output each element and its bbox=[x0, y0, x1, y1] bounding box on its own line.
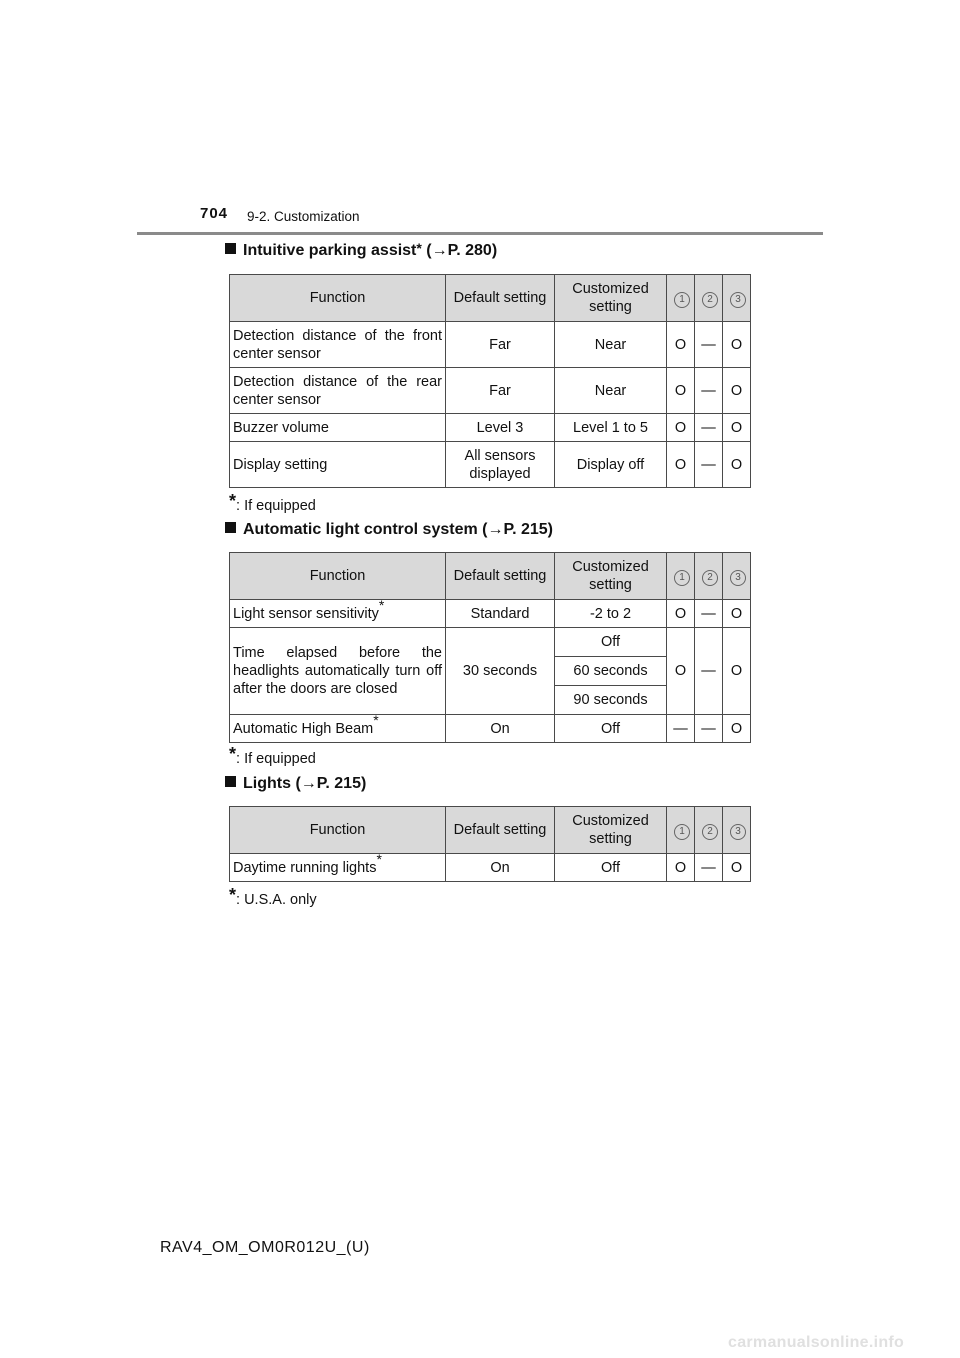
function-cell: Detection distance of the rear center sensor bbox=[230, 368, 446, 414]
bullet-square-icon bbox=[225, 776, 236, 787]
function-cell: Display setting bbox=[230, 442, 446, 488]
col3-cell: O bbox=[723, 854, 751, 882]
circled-2-icon: 2 bbox=[702, 292, 718, 308]
section-heading-lights bbox=[225, 775, 366, 793]
col2-cell: — bbox=[695, 414, 723, 442]
default-cell: Standard bbox=[446, 600, 555, 628]
circled-2-icon: 2 bbox=[702, 824, 718, 840]
default-cell: Far bbox=[446, 322, 555, 368]
col3-cell: O bbox=[723, 442, 751, 488]
col-header-3 bbox=[723, 553, 751, 600]
col-header-3 bbox=[723, 275, 751, 322]
col3-cell: O bbox=[723, 322, 751, 368]
default-cell: 30 seconds bbox=[446, 628, 555, 715]
page-reference-link[interactable]: (→P. 280) bbox=[426, 242, 498, 259]
page-reference-link[interactable]: (→P. 215) bbox=[482, 521, 554, 538]
col-header-customized: Customized setting bbox=[555, 553, 667, 600]
customized-cell: Near bbox=[555, 322, 667, 368]
col-header-function: Function bbox=[230, 275, 446, 322]
function-cell: Daytime running lights* bbox=[230, 854, 446, 882]
col-header-customized: Customized setting bbox=[555, 275, 667, 322]
page-reference-link[interactable]: (→P. 215) bbox=[295, 775, 367, 792]
col-header-customized: Customized setting bbox=[555, 807, 667, 854]
customized-cell: Level 1 to 5 bbox=[555, 414, 667, 442]
col2-cell: — bbox=[695, 715, 723, 743]
col1-cell: O bbox=[667, 322, 695, 368]
circled-3-icon: 3 bbox=[730, 292, 746, 308]
table-row bbox=[230, 600, 751, 628]
document-code: RAV4_OM_OM0R012U_(U) bbox=[160, 1239, 370, 1256]
section-title: 9-2. Customization bbox=[247, 209, 360, 224]
default-cell: All sensors displayed bbox=[446, 442, 555, 488]
light-control-table bbox=[229, 552, 751, 743]
table-row bbox=[230, 414, 751, 442]
col2-cell: — bbox=[695, 322, 723, 368]
col-header-default: Default setting bbox=[446, 275, 555, 322]
bullet-square-icon bbox=[225, 522, 236, 533]
circled-2-icon: 2 bbox=[702, 570, 718, 586]
customized-cell: -2 to 2 bbox=[555, 600, 667, 628]
table-row bbox=[230, 442, 751, 488]
table-row bbox=[230, 368, 751, 414]
col-header-2 bbox=[695, 275, 723, 322]
footnote: *: If equipped bbox=[229, 744, 316, 767]
col3-cell: O bbox=[723, 715, 751, 743]
table-header-row bbox=[230, 553, 751, 600]
customized-option-cell: 90 seconds bbox=[555, 686, 667, 715]
heading-text: Lights bbox=[243, 775, 291, 792]
page-number: 704 bbox=[200, 205, 229, 222]
customized-cell: Off bbox=[555, 854, 667, 882]
col1-cell: O bbox=[667, 442, 695, 488]
col-header-1 bbox=[667, 807, 695, 854]
col3-cell: O bbox=[723, 414, 751, 442]
circled-1-icon: 1 bbox=[674, 824, 690, 840]
col-header-2 bbox=[695, 807, 723, 854]
asterisk-mark: * bbox=[373, 711, 379, 728]
col1-cell: O bbox=[667, 628, 695, 715]
table-row bbox=[230, 628, 751, 657]
circled-3-icon: 3 bbox=[730, 824, 746, 840]
table-header-row bbox=[230, 275, 751, 322]
table-header-row bbox=[230, 807, 751, 854]
col-header-1 bbox=[667, 275, 695, 322]
function-cell: Light sensor sensitivity* bbox=[230, 600, 446, 628]
col2-cell: — bbox=[695, 854, 723, 882]
col1-cell: — bbox=[667, 715, 695, 743]
col1-cell: O bbox=[667, 854, 695, 882]
default-cell: Far bbox=[446, 368, 555, 414]
section-heading-parking-assist: Intuitive parking assist * (→P. 280) bbox=[225, 242, 497, 260]
col-header-function: Function bbox=[230, 553, 446, 600]
col-header-2 bbox=[695, 553, 723, 600]
footnote: *: If equipped bbox=[229, 491, 316, 514]
col2-cell: — bbox=[695, 368, 723, 414]
circled-1-icon: 1 bbox=[674, 292, 690, 308]
col-header-function: Function bbox=[230, 807, 446, 854]
col2-cell: — bbox=[695, 628, 723, 715]
heading-text: Automatic light control system bbox=[243, 521, 478, 538]
customized-cell: Off bbox=[555, 715, 667, 743]
header-divider bbox=[137, 232, 823, 235]
col-header-1 bbox=[667, 553, 695, 600]
col3-cell: O bbox=[723, 600, 751, 628]
default-cell: Level 3 bbox=[446, 414, 555, 442]
parking-assist-table bbox=[229, 274, 751, 488]
section-heading-light-control bbox=[225, 521, 553, 539]
function-cell: Buzzer volume bbox=[230, 414, 446, 442]
footnote: *: U.S.A. only bbox=[229, 885, 317, 908]
table-row bbox=[230, 854, 751, 882]
col2-cell: — bbox=[695, 600, 723, 628]
col1-cell: O bbox=[667, 368, 695, 414]
col1-cell: O bbox=[667, 414, 695, 442]
col-header-3 bbox=[723, 807, 751, 854]
function-cell: Time elapsed before the headlights automatically turn off after the doors are closed bbox=[230, 628, 446, 715]
default-cell: On bbox=[446, 854, 555, 882]
customized-cell: Near bbox=[555, 368, 667, 414]
circled-3-icon: 3 bbox=[730, 570, 746, 586]
col-header-default: Default setting bbox=[446, 807, 555, 854]
col1-cell: O bbox=[667, 600, 695, 628]
customized-cell: Display off bbox=[555, 442, 667, 488]
watermark: carmanualsonline.info bbox=[728, 1334, 905, 1351]
asterisk-mark: * bbox=[378, 596, 385, 613]
function-cell: Automatic High Beam* bbox=[230, 715, 446, 743]
asterisk-mark: * bbox=[376, 850, 382, 867]
function-cell: Detection distance of the front center sensor bbox=[230, 322, 446, 368]
table-row bbox=[230, 322, 751, 368]
col-header-default: Default setting bbox=[446, 553, 555, 600]
default-cell: On bbox=[446, 715, 555, 743]
customized-option-cell: 60 seconds bbox=[555, 657, 667, 686]
customized-option-cell: Off bbox=[555, 628, 667, 657]
bullet-square-icon bbox=[225, 243, 236, 254]
heading-text: Intuitive parking assist bbox=[243, 242, 417, 259]
col3-cell: O bbox=[723, 628, 751, 715]
table-row bbox=[230, 715, 751, 743]
col3-cell: O bbox=[723, 368, 751, 414]
lights-table bbox=[229, 806, 751, 882]
col2-cell: — bbox=[695, 442, 723, 488]
circled-1-icon: 1 bbox=[674, 570, 690, 586]
